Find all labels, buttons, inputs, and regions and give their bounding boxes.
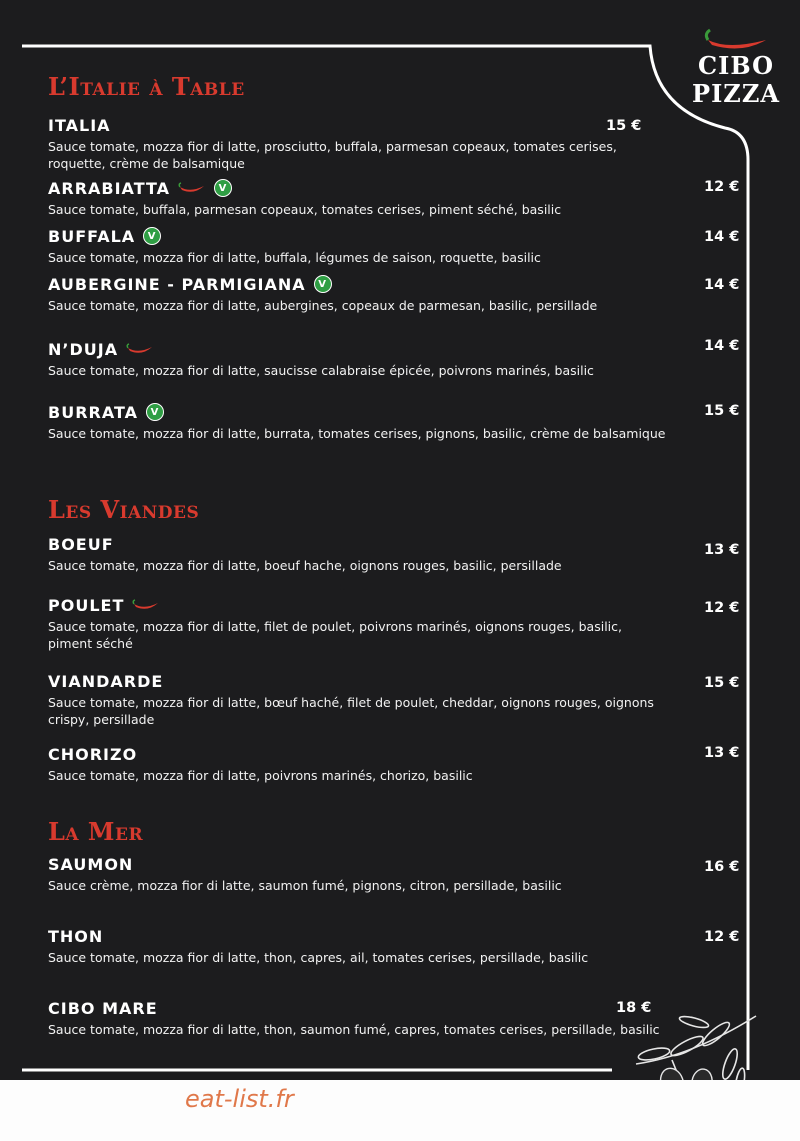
item-description: Sauce tomate, mozza fior di latte, saucisse calabraise épicée, poivrons marinés, basilic: [48, 363, 594, 378]
logo-line-2: PIZZA: [692, 79, 780, 108]
item-description: Sauce tomate, buffala, parmesan copeaux, tomates cerises, piment séché, basilic: [48, 202, 562, 217]
item-price-nduja: 14 €: [704, 338, 740, 354]
item-price-burrata: 15 €: [704, 403, 740, 419]
section-title-italie: L’Italie à Table: [48, 72, 245, 101]
item-name: BOEUF: [48, 534, 114, 554]
olive-branch-icon: [632, 1012, 762, 1080]
item-price-buffala: 14 €: [704, 229, 740, 245]
item-description: Sauce tomate, mozza fior di latte, burrata, tomates cerises, pignons, basilic, crème de balsamique: [48, 426, 666, 441]
item-price-boeuf: 13 €: [704, 542, 740, 558]
item-price-chorizo: 13 €: [704, 745, 740, 761]
item-price-poulet: 12 €: [704, 600, 740, 616]
chili-pepper-icon: [178, 182, 206, 194]
item-description: Sauce tomate, mozza fior di latte, filet de poulet, poivrons marinés, oignons rouges, basilic, piment séché: [48, 619, 622, 651]
item-name: CHORIZO: [48, 744, 138, 764]
item-description: Sauce tomate, mozza fior di latte, buffala, légumes de saison, roquette, basilic: [48, 250, 541, 265]
chili-pepper-icon: [132, 599, 160, 611]
item-name: SAUMON: [48, 854, 134, 874]
section-title-viandes: Les Viandes: [48, 495, 200, 524]
menu-item-poulet: [48, 594, 740, 652]
menu-item-nduja: [48, 338, 740, 379]
item-description: Sauce tomate, mozza fior di latte, bœuf haché, filet de poulet, cheddar, oignons rouges, oignons crispy, persillade: [48, 695, 654, 727]
item-price-cibo-mare: 18 €: [616, 1000, 652, 1016]
item-description: Sauce tomate, mozza fior di latte, prosciutto, buffala, parmesan copeaux, tomates cerises, roquette, crème de balsamique: [48, 139, 617, 171]
item-description: Sauce crème, mozza fior di latte, saumon fumé, pignons, citron, persillade, basilic: [48, 878, 562, 893]
item-name: ITALIA: [48, 115, 111, 135]
vegetarian-leaf-icon: V: [143, 227, 161, 245]
chili-pepper-icon: [126, 343, 154, 355]
menu-item-thon: [48, 925, 740, 966]
item-price-saumon: 16 €: [704, 859, 740, 875]
brand-logo: [676, 52, 796, 108]
menu-item-viandarde: [48, 670, 740, 728]
item-name: THON: [48, 926, 104, 946]
vegetarian-leaf-icon: V: [314, 275, 332, 293]
vegetarian-leaf-icon: V: [146, 403, 164, 421]
item-name: AUBERGINE - PARMIGIANA V: [48, 273, 740, 295]
menu-item-burrata: [48, 401, 740, 442]
item-description: Sauce tomate, mozza fior di latte, aubergines, copeaux de parmesan, basilic, persillade: [48, 298, 598, 313]
watermark-text: eat-list.fr: [185, 1085, 294, 1113]
item-name: VIANDARDE: [48, 671, 164, 691]
item-name: BUFFALA V: [48, 225, 740, 247]
logo-line-1: CIBO: [698, 51, 774, 80]
item-price-arrabiatta: 12 €: [704, 179, 740, 195]
item-name: ARRABIATTA V: [48, 177, 740, 199]
item-price-viandarde: 15 €: [704, 675, 740, 691]
item-description: Sauce tomate, mozza fior di latte, thon, saumon fumé, capres, tomates cerises, persillade, basilic: [48, 1022, 660, 1037]
menu-item-saumon: [48, 853, 740, 894]
item-name: N’DUJA: [48, 338, 740, 360]
item-price-italia: 15 €: [606, 118, 642, 134]
item-description: Sauce tomate, mozza fior di latte, boeuf hache, oignons rouges, basilic, persillade: [48, 558, 562, 573]
item-price-thon: 12 €: [704, 929, 740, 945]
vegetarian-leaf-icon: V: [214, 179, 232, 197]
section-title-mer: La Mer: [48, 817, 144, 846]
item-name: POULET: [48, 594, 740, 616]
item-description: Sauce tomate, mozza fior di latte, thon, capres, ail, tomates cerises, persillade, basilic: [48, 950, 589, 965]
menu-item-boeuf: [48, 533, 740, 574]
item-description: Sauce tomate, mozza fior di latte, poivrons marinés, chorizo, basilic: [48, 768, 473, 783]
menu-item-buffala: [48, 225, 740, 266]
item-price-aubergine: 14 €: [704, 277, 740, 293]
menu-item-arrabiatta: [48, 177, 740, 218]
menu-item-aubergine: [48, 273, 740, 314]
item-name: CIBO MARE: [48, 998, 158, 1018]
menu-item-chorizo: [48, 743, 740, 784]
item-name: BURRATA V: [48, 401, 740, 423]
